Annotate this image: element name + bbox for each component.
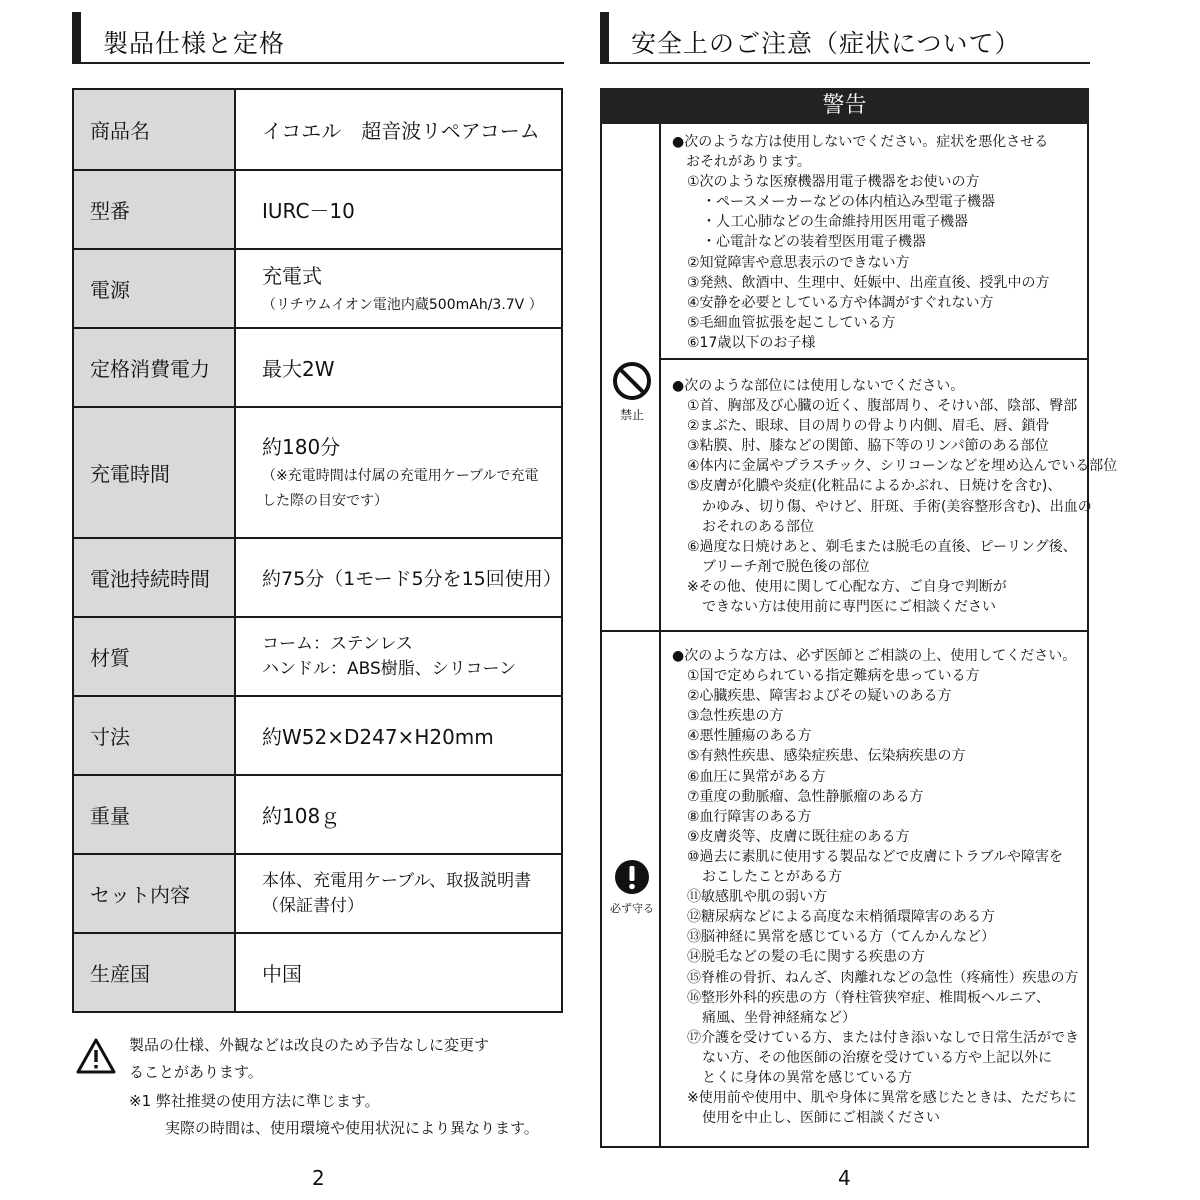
spec-row-product-name — [74, 90, 561, 169]
spec-value-note: （※充電時間は付属の充電用ケーブルで充電した際の目安です） — [262, 468, 539, 509]
warning-line: ①首、胸部及び心臓の近く、腹部周り、そけい部、陰部、臀部 — [687, 398, 1078, 415]
prohibited-label: 禁止 — [619, 408, 644, 422]
warning-line: できない方は使用前に専門医にご相談ください — [702, 599, 996, 616]
warning-block-do-not-use — [672, 132, 1092, 353]
warning-line: ブリーチ剤で脱色後の部位 — [702, 558, 870, 575]
spec-row-rated-power — [74, 327, 561, 406]
spec-value-text: 本体、充電用ケーブル、取扱説明書 — [262, 870, 532, 891]
spec-value — [236, 171, 561, 248]
spec-value-text-2: ハンドル：ABS樹脂、シリコーン — [262, 658, 517, 679]
spec-value-text: イコエル 超音波リペアコーム — [262, 119, 540, 143]
warning-line: ⑬脳神経に異常を感じている方（てんかんなど） — [687, 929, 995, 946]
row-divider — [661, 630, 1089, 632]
spec-value-text: 充電式 — [262, 263, 322, 288]
spec-value — [236, 855, 561, 932]
spec-heading — [72, 12, 564, 64]
spec-value — [236, 697, 561, 774]
spec-value-text: 中国 — [262, 962, 302, 986]
must-label: 必ず守る — [610, 902, 654, 915]
warning-line: ・ペースメーカーなどの体内植込み型電子機器 — [702, 194, 996, 211]
warning-line: ④安静を必要としている方や体調がすぐれない方 — [687, 294, 994, 311]
warning-table — [600, 124, 1118, 1148]
warning-line: 痛風、坐骨神経痛など） — [702, 1009, 856, 1026]
spec-label: セット内容 — [74, 855, 236, 932]
warning-line: ※その他、使用に関して心配な方、ご自身で判断が — [687, 578, 1007, 595]
warning-line: ④体内に金属やプラスチック、シリコーンなどを埋め込んでいる部位 — [687, 458, 1118, 475]
safety-page — [600, 0, 1118, 1200]
spec-value — [236, 618, 561, 695]
spec-label: 充電時間 — [74, 408, 236, 537]
icon-divider — [602, 630, 662, 632]
warning-line: ①次のような医療機器用電子機器をお使いの方 — [687, 174, 980, 191]
warning-line: ⑥過度な日焼けあと、剃毛または脱毛の直後、ピーリング後、 — [687, 538, 1077, 555]
warning-line: ●次のような方は使用しないでください。症状を悪化させる — [672, 134, 1049, 150]
spec-label: 定格消費電力 — [74, 329, 236, 406]
spec-value-text-2: （保証書付） — [262, 895, 364, 916]
spec-value-text: 約108ｇ — [262, 804, 341, 828]
warning-line: ⑤有熱性疾患、感染症疾患、伝染病疾患の方 — [687, 748, 966, 765]
safety-heading — [600, 12, 1090, 64]
warning-line: おそれのある部位 — [702, 518, 814, 535]
spec-heading-text: 製品仕様と定格 — [103, 29, 286, 58]
notice-line: 製品の仕様、外観などは改良のため予告なしに変更す — [129, 1036, 490, 1054]
spec-page — [72, 0, 564, 1200]
spec-value-note: （リチウムイオン電池内蔵500mAh/3.7V ） — [262, 296, 543, 313]
warning-line: ⑤毛細血管拡張を起こしている方 — [687, 314, 896, 331]
icon-column — [602, 124, 661, 1146]
spec-row-model — [74, 169, 561, 248]
spec-label: 電池持続時間 — [74, 539, 236, 616]
spec-value-text: IURC－10 — [262, 199, 355, 223]
page-number: 2 — [312, 1166, 325, 1190]
spec-label: 寸法 — [74, 697, 236, 774]
warning-line: ⑤皮膚が化膿や炎症(化粧品によるかぶれ、日焼けを含む)、 — [687, 478, 1062, 495]
warning-line: ⑮脊椎の骨折、ねんざ、肉離れなどの急性（疼痛性）疾患の方 — [687, 969, 1079, 986]
warning-line: ⑯整形外科的疾患の方（脊柱管狭窄症、椎間板ヘルニア、 — [687, 989, 1050, 1006]
spec-value — [236, 250, 561, 327]
spec-value — [236, 934, 561, 1011]
warning-line: ②まぶた、眼球、目の周りの骨より内側、眉毛、唇、鎖骨 — [687, 418, 1050, 435]
spec-row-dimensions — [74, 695, 561, 774]
page-number: 4 — [838, 1166, 851, 1190]
safety-heading-text: 安全上のご注意（症状について） — [631, 29, 1021, 58]
spec-label: 電源 — [74, 250, 236, 327]
spec-row-contents — [74, 853, 561, 932]
warning-block-consult-doctor — [672, 646, 1092, 1128]
spec-label: 材質 — [74, 618, 236, 695]
warning-line: ⑭脱毛などの髪の毛に関する疾患の方 — [687, 949, 925, 966]
warning-line: ⑦重度の動脈瘤、急性静脈瘤のある方 — [687, 788, 924, 805]
warning-line: ※使用前や使用中、肌や身体に異常を感じたときは、ただちに — [687, 1090, 1077, 1107]
warning-line: ⑫糖尿病などによる高度な末梢循環障害のある方 — [687, 909, 995, 926]
warning-line: かゆみ、切り傷、やけど、肝斑、手術(美容整形含む)、出血の — [702, 498, 1092, 515]
spec-value-text: 約75分（1モード5分を15回使用） — [262, 568, 562, 590]
warning-line: ●次のような部位には使用しないでください。 — [672, 378, 965, 394]
spec-row-origin — [74, 932, 561, 1011]
spec-value — [236, 539, 562, 616]
warning-line: ⑥17歳以下のお子様 — [687, 334, 816, 351]
spec-label: 重量 — [74, 776, 236, 853]
spec-row-material — [74, 616, 561, 695]
spec-value-text: 最大2W — [262, 357, 335, 381]
notice-line: ることがあります。 — [129, 1063, 263, 1081]
spec-row-power — [74, 248, 561, 327]
warning-line: ④悪性腫瘍のある方 — [687, 728, 812, 745]
warning-line: ②知覚障害や意思表示のできない方 — [687, 254, 910, 271]
warning-line: ⑩過去に素肌に使用する製品などで皮膚にトラブルや障害を — [687, 848, 1063, 865]
warning-line: ⑨皮膚炎等、皮膚に既往症のある方 — [687, 828, 910, 845]
warning-line: ・心電計などの装着型医用電子機器 — [702, 234, 926, 251]
warning-line: ⑧血行障害のある方 — [687, 808, 812, 825]
spec-row-battery-life — [74, 537, 561, 616]
spec-label: 商品名 — [74, 90, 236, 169]
exclamation-icon — [613, 858, 651, 896]
warning-title: 警告 — [600, 88, 1089, 124]
must-symbol — [609, 858, 655, 916]
notice-line: ※1 弊社推奨の使用方法に準じます。 — [129, 1092, 380, 1110]
row-divider — [661, 358, 1089, 360]
spec-value — [236, 408, 561, 537]
spec-value — [236, 90, 561, 169]
warning-block-body-parts — [672, 376, 1118, 617]
warning-line: ②心臓疾患、障害およびその疑いのある方 — [687, 688, 952, 705]
notice-line: 実際の時間は、使用環境や使用状況により異なります。 — [165, 1119, 539, 1137]
spec-row-weight — [74, 774, 561, 853]
spec-value-text: 約180分 — [262, 435, 341, 459]
warning-triangle-icon — [76, 1038, 116, 1074]
spec-value — [236, 329, 561, 406]
spec-label: 型番 — [74, 171, 236, 248]
warning-line: 使用を中止し、医師にご相談ください — [702, 1110, 940, 1127]
spec-value-text: コーム：ステンレス — [262, 633, 413, 654]
warning-line: とくに身体の異常を感じている方 — [702, 1069, 912, 1086]
warning-line: ⑥血圧に異常がある方 — [687, 768, 826, 785]
spec-value-text: 約W52×D247×H20mm — [262, 725, 494, 749]
spec-value — [236, 776, 561, 853]
warning-line: ●次のような方は、必ず医師とご相談の上、使用してください。 — [672, 648, 1077, 664]
warning-line: おそれがあります。 — [686, 154, 811, 171]
spec-row-charge-time — [74, 406, 561, 537]
spec-table — [72, 88, 563, 1013]
prohibited-symbol — [609, 360, 655, 423]
warning-line: ない方、その他医師の治療を受けている方や上記以外に — [702, 1049, 1052, 1066]
warning-line: ⑰介護を受けている方、または付き添いなしで日常生活ができ — [687, 1029, 1079, 1046]
spec-label: 生産国 — [74, 934, 236, 1011]
warning-line: ③発熱、飲酒中、生理中、妊娠中、出産直後、授乳中の方 — [687, 274, 1050, 291]
warning-line: おこしたことがある方 — [702, 869, 842, 886]
warning-line: ③急性疾患の方 — [687, 708, 784, 725]
warning-line: ・人工心肺などの生命維持用医用電子機器 — [702, 214, 968, 231]
warning-line: ⑪敏感肌や肌の弱い方 — [687, 889, 827, 906]
warning-line: ①国で定められている指定難病を患っている方 — [687, 668, 980, 685]
warning-line: ③粘膜、肘、膝などの関節、脇下等のリンパ節のある部位 — [687, 438, 1049, 455]
prohibited-icon — [611, 360, 653, 402]
